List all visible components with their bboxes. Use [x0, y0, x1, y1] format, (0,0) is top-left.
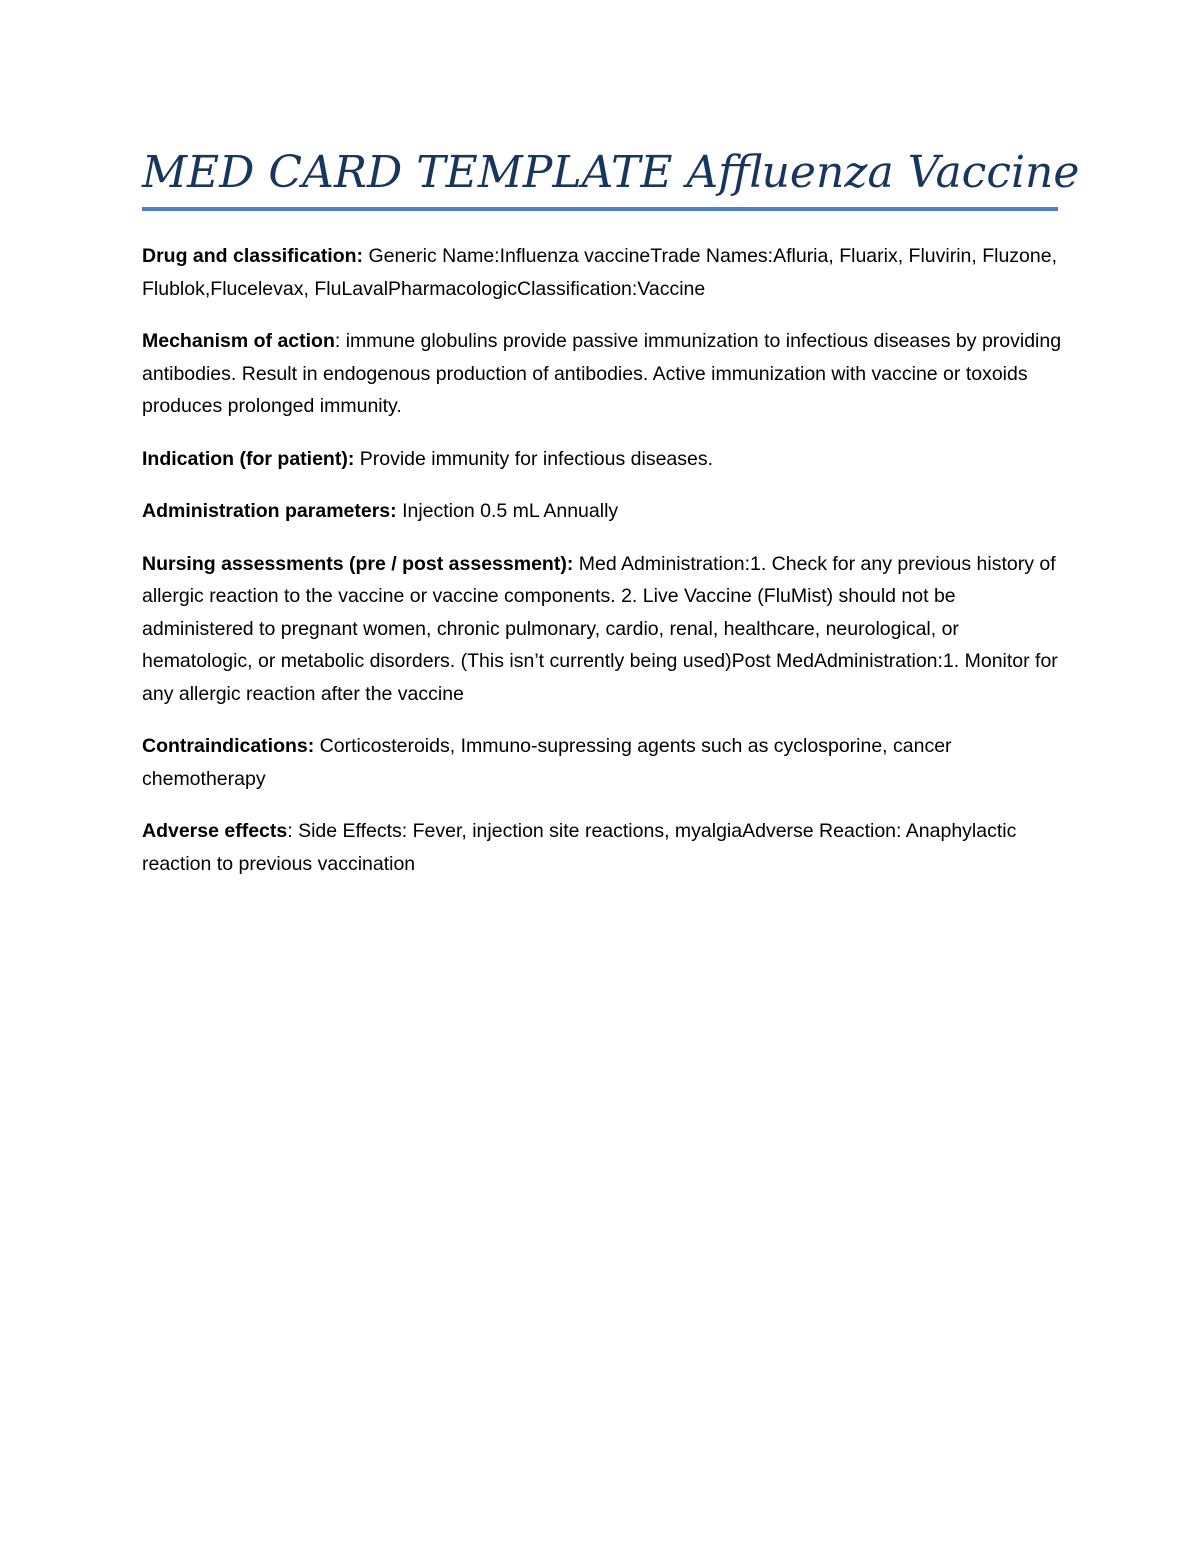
administration-section	[142, 495, 1064, 528]
section-text: : immune globulins provide passive immunization to infectious diseases by providing antibodies. Result in endogenous production of antibodies. Active immunization with vaccine or toxoids produces prolonged immunity.	[142, 330, 1062, 417]
indication-section	[142, 443, 1064, 476]
section-label: Administration parameters:	[142, 500, 397, 522]
drug-classification-section	[142, 240, 1064, 305]
section-label: Adverse effects	[142, 820, 288, 842]
section-text: Corticosteroids, Immuno-supressing agents such as cyclosporine, cancer chemotherapy	[142, 735, 952, 790]
adverse-effects-section	[142, 815, 1064, 880]
section-label: Drug and classification:	[142, 245, 364, 267]
section-text: Provide immunity for infectious diseases.	[354, 447, 714, 470]
section-text: Generic Name:Influenza vaccineTrade Names:Afluria, Fluarix, Fluvirin, Fluzone, Flublok,Flucelevax, FluLavalPharmacologicClassification:Vaccine	[142, 245, 1058, 300]
contraindications-section	[142, 730, 1064, 795]
section-label: Mechanism of action	[142, 330, 335, 352]
section-label: Contraindications:	[142, 735, 315, 757]
med-card-body	[142, 240, 1064, 900]
section-text: : Side Effects: Fever, injection site reactions, myalgiaAdverse Reaction: Anaphylactic reaction to previous vaccination	[142, 820, 1017, 875]
section-text: Med Administration:1. Check for any previous history of allergic reaction to the vaccine or vaccine components. 2. Live Vaccine (FluMist) should not be administered to pregnant women, chronic pulmonary, cardio, renal, healthcare, neurological, or hematologic, or metabolic disorders. (This isn’t currently being used)Post MedAdministration:1. Monitor for any allergic reaction after the vaccine	[142, 552, 1058, 705]
section-label: Nursing assessments (pre / post assessment):	[142, 552, 574, 575]
section-text: Injection 0.5 mL Annually	[396, 500, 619, 522]
page-title: MED CARD TEMPLATE Affluenza Vaccine	[142, 147, 1080, 198]
mechanism-section	[142, 325, 1064, 423]
section-label: Indication (for patient):	[142, 447, 355, 470]
title-underline	[142, 207, 1058, 211]
nursing-assessments-section	[142, 548, 1064, 711]
